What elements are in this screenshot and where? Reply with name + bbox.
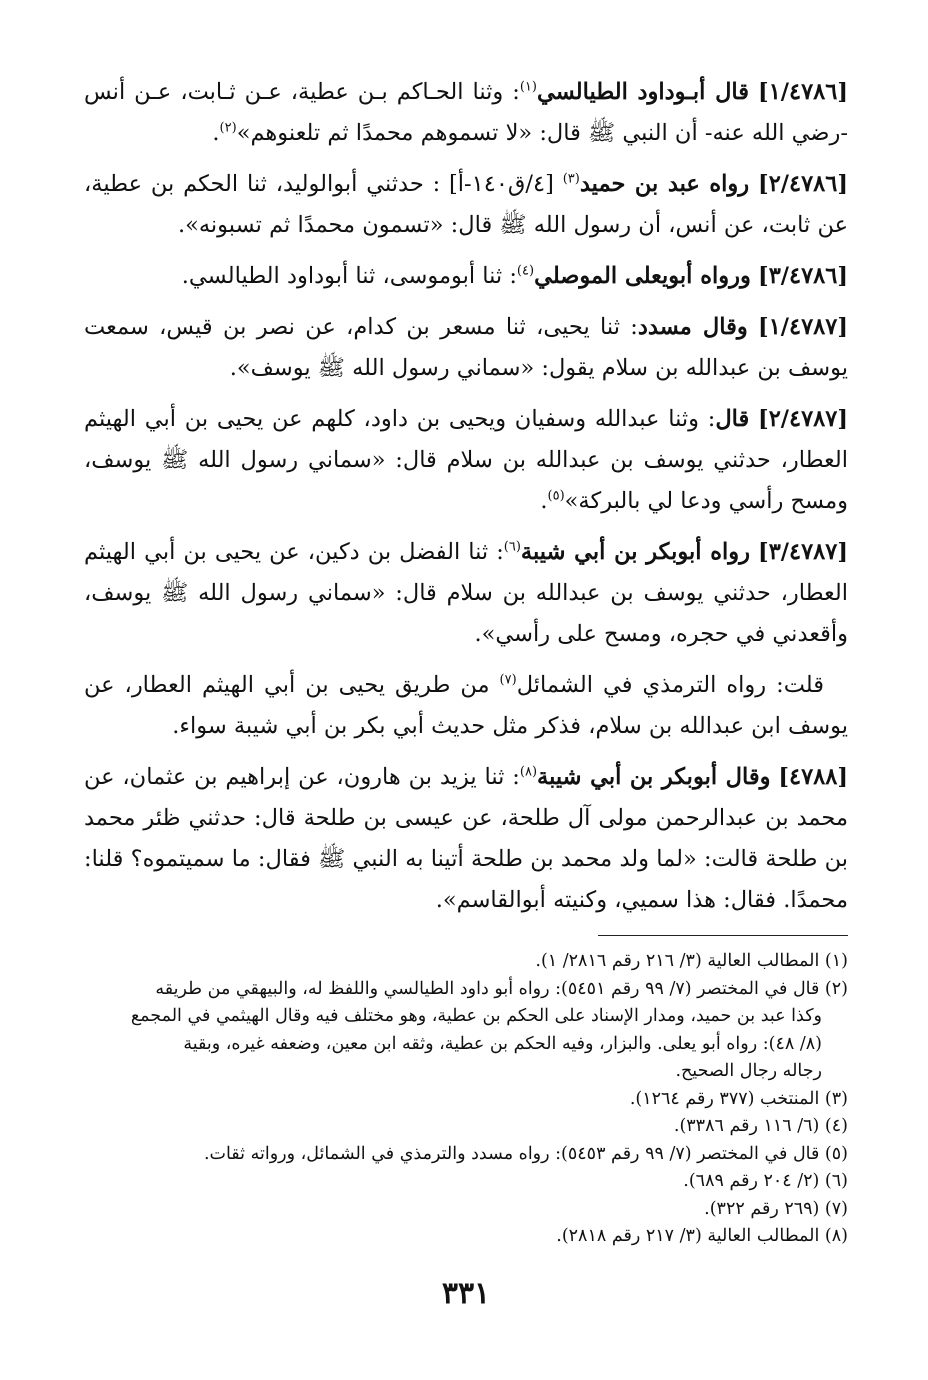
hadith-text: : ثنا يزيد بن هارون، عن إبراهيم بن عثمان، عن محمد بن عبدالرحمن مولى آل طلحة، عن عيسى بن طلحة قال: حدثني ظئر محمد بن طلحة قالت: «لما ولد محمد بن طلحة أتينا به النبي ﷺ فقال: ما سميتموه؟ قلنا: محمدًا. فقال: هذا سميي، وكنيته أبوالقاسم».: [84, 764, 848, 913]
footnote-marker: (٣): [562, 171, 580, 187]
hadith-entry: [84, 256, 848, 297]
footnote-marker: (٨): [519, 764, 538, 780]
hadith-tail: .: [540, 488, 548, 514]
hadith-lead: وقال مسدد: [637, 314, 748, 340]
commentary-text: قلت: رواه الترمذي في الشمائل: [516, 672, 824, 698]
footnote-line: (٧) (٢٦٩ رقم ٣٢٢).: [704, 1198, 848, 1219]
footnote-line: (١) المطالب العالية (٣/ ٢١٦ رقم ٢٨١٦/ ١).: [535, 951, 848, 971]
hadith-lead: رواه أبوبكر بن أبي شيبة: [520, 539, 750, 565]
hadith-lead: رواه عبد بن حميد: [579, 171, 750, 197]
hadith-entry: [84, 72, 848, 154]
page-number: ٣٣١: [441, 1276, 491, 1311]
hadith-ref: [٣/٤٧٨٦]: [758, 263, 848, 289]
hadith-ref: [٣/٤٧٨٧]: [758, 539, 848, 565]
hadith-entry: [84, 164, 848, 246]
footnote-marker: (٧): [499, 672, 517, 688]
footnote-line: (٨) المطالب العالية (٣/ ٢١٧ رقم ٢٨١٨).: [556, 1226, 848, 1246]
page-body: [84, 72, 848, 1340]
commentary-entry: [84, 665, 848, 747]
footnote-line: (٨/ ٤٨): رواه أبو يعلى. والبزار، وفيه الحكم بن عطية، وثقه ابن معين، وضعفه غيره، وبقية: [183, 1033, 822, 1054]
hadith-ref: [١/٤٧٨٦]: [758, 79, 848, 105]
hadith-text: : ثنا الفضل بن دكين، عن يحيى بن أبي الهيثم العطار، حدثني يوسف بن عبدالله بن سلام قال: «سماني رسول الله ﷺ يوسف، وأقعدني في حجره، ومسح على رأسي».: [84, 539, 848, 647]
hadith-lead: قال: [715, 406, 750, 432]
hadith-lead: ورواه أبويعلى الموصلي: [534, 263, 751, 289]
footnote-marker: (٥): [547, 488, 565, 504]
hadith-text: [٤/ق١٤٠-أ] : حدثني أبوالوليد، ثنا الحكم بن عطية، عن ثابت، عن أنس، أن رسول الله ﷺ قال: «تسمون محمدًا ثم تسبونه».: [84, 171, 848, 238]
hadith-entry: [84, 399, 848, 522]
hadith-text: : ثنا يحيى، ثنا مسعر بن كدام، عن نصر بن قيس، سمعت يوسف بن عبدالله بن سلام يقول: «سماني رسول الله ﷺ يوسف».: [84, 314, 848, 381]
hadith-lead: قال أبـوداود الطيالسي: [536, 79, 750, 105]
footnote-separator: [598, 935, 848, 936]
hadith-entry: [84, 757, 848, 921]
footnote-line: (٤) (٦/ ١١٦ رقم ٣٣٨٦).: [673, 1116, 848, 1136]
footnote-marker: (١): [519, 79, 537, 95]
hadith-text: : وثنا عبدالله وسفيان ويحيى بن داود، كلهم عن يحيى بن أبي الهيثم العطار، حدثني يوسف بن عبدالله بن سلام قال: «سماني رسول الله ﷺ يوسف، ومسح رأسي ودعا لي بالبركة»: [84, 406, 848, 514]
hadith-tail: .: [212, 120, 220, 146]
footnote-line: (٢) قال في المختصر (٧/ ٩٩ رقم ٥٤٥١): رواه أبو داود الطيالسي واللفظ له، والبيهقي من طريقه: [155, 978, 848, 999]
hadith-ref: [٤٧٨٨]: [778, 764, 848, 790]
hadith-text: : ثنا أبوموسى، ثنا أبوداود الطيالسي.: [181, 263, 517, 289]
hadith-entry: [84, 307, 848, 389]
footnote-line: (٣) المنتخب (٣٧٧ رقم ١٢٦٤).: [629, 1088, 848, 1109]
footnote-line: رجاله رجال الصحيح.: [675, 1061, 822, 1081]
footnote-line: (٥) قال في المختصر (٧/ ٩٩ رقم ٥٤٥٣): رواه مسدد والترمذي في الشمائل، ورواته ثقات.: [203, 1143, 848, 1164]
commentary-tail: من طريق يحيى بن أبي الهيثم العطار، عن يوسف ابن عبدالله بن سلام، فذكر مثل حديث أبي بكر بن أبي شيبة سواء.: [84, 672, 848, 739]
footnote-marker: (٦): [503, 539, 521, 555]
hadith-entry: [84, 532, 848, 655]
footnote-line: وكذا عبد بن حميد، ومدار الإسناد على الحكم بن عطية، وهو مختلف فيه وقال الهيثمي في المجمع: [130, 1006, 822, 1026]
footnote-marker: (٢): [219, 120, 237, 136]
footnote-line: (٦) (٢/ ٢٠٤ رقم ٦٨٩).: [683, 1171, 848, 1191]
hadith-ref: [٢/٤٧٨٦]: [758, 171, 848, 197]
hadith-ref: [١/٤٧٨٧]: [758, 314, 848, 340]
footnote-marker: (٤): [516, 263, 535, 279]
hadith-lead: وقال أبوبكر بن أبي شيبة: [537, 764, 771, 790]
hadith-text: : وثنا الحـاكم بـن عطية، عـن ثـابت، عـن أنس -رضي الله عنه- أن النبي ﷺ قال: «لا تسموهم محمدًا ثم تلعنوهم»: [84, 79, 848, 146]
hadith-ref: [٢/٤٧٨٧]: [758, 406, 848, 432]
footnotes: [84, 948, 848, 1251]
